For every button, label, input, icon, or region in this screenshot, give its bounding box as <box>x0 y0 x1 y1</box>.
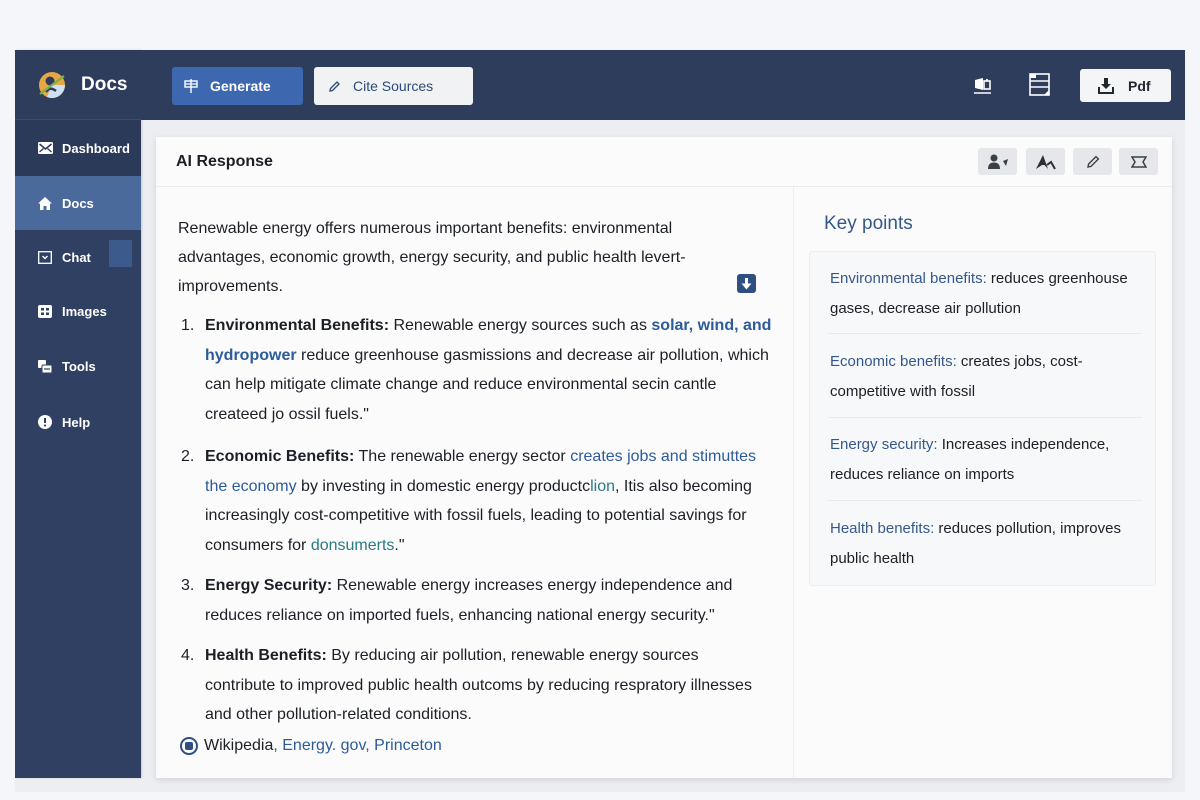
sidebar-item-dashboard[interactable] <box>15 120 141 176</box>
sidebar <box>15 50 141 778</box>
key-points-box <box>809 251 1156 586</box>
divider <box>828 333 1142 334</box>
format-text-button[interactable] <box>1026 148 1065 175</box>
mail-icon <box>37 140 53 156</box>
top-toolbar <box>141 50 1185 120</box>
app-window <box>15 50 1185 792</box>
sidebar-item-chat[interactable] <box>15 230 141 284</box>
sidebar-item-label: Docs <box>62 195 94 211</box>
scroll-down-button[interactable] <box>737 274 756 293</box>
download-icon <box>1098 78 1114 94</box>
sidebar-item-tools[interactable] <box>15 338 141 395</box>
page-title: AI Response <box>176 152 273 170</box>
sidebar-item-label: Help <box>62 414 91 430</box>
edit-icon <box>1086 155 1100 169</box>
response-content <box>156 188 794 778</box>
sidebar-item-label: Dashboard <box>62 140 130 156</box>
cite-sources-label: Cite Sources <box>353 78 434 94</box>
sidebar-item-help[interactable] <box>15 395 141 449</box>
download-pdf-button[interactable] <box>1080 69 1171 102</box>
item-title: Environmental Benefits: <box>205 317 390 334</box>
logo-icon <box>37 70 67 100</box>
item-title: Economic Benefits: <box>205 448 355 465</box>
key-point-item: Energy security: Increases independence, reduces reliance on imports <box>830 436 1110 483</box>
item-title: Health Benefits: <box>205 647 327 664</box>
cite-sources-button[interactable] <box>314 67 473 105</box>
arrow-down-icon <box>741 278 752 290</box>
divider <box>828 500 1142 501</box>
sidebar-item-label: Images <box>62 303 107 319</box>
document-icon[interactable] <box>1027 72 1053 98</box>
inline-link[interactable]: donsumerts <box>310 536 395 554</box>
item-title: Energy Security: <box>205 577 333 594</box>
edit-button[interactable] <box>1073 148 1112 175</box>
presentation-icon[interactable] <box>970 72 996 98</box>
list-item: 4. Health Benefits: By reducing air pollution, renewable energy sources contribute to improved public health outcoms by reducing respratory illnesses and other pollution-related conditions. <box>181 647 752 723</box>
brand-name: Docs <box>81 73 128 95</box>
key-point-item: Health benefits: reduces pollution, improves public health <box>830 520 1121 567</box>
generate-icon <box>184 79 198 93</box>
inline-link[interactable]: creates jobs and stimuttes the economy <box>205 448 757 495</box>
pencil-icon <box>328 80 341 93</box>
list-item: 1. Environmental Benefits: Renewable energy sources such as solar, wind, and hydropower reduce greenhouse gasmissions and decrease air pollution, which can help mitigate climate change and reduce environmental secin cantle createed jo ossil fuels." <box>181 317 772 423</box>
pdf-label: Pdf <box>1128 77 1151 94</box>
source-links[interactable]: , Energy. gov, Princeton <box>273 737 442 754</box>
list-item: 3. Energy Security: Renewable energy increases energy independence and reduces reliance on imported fuels, enhancing national energy security." <box>181 577 733 624</box>
key-point-item: Economic benefits: creates jobs, cost-competitive with fossil <box>830 353 1083 400</box>
inline-link[interactable]: lion <box>590 477 615 495</box>
expand-button[interactable] <box>1119 148 1158 175</box>
help-icon <box>37 414 53 430</box>
divider <box>828 417 1142 418</box>
brand[interactable] <box>15 50 141 120</box>
key-point-item: Environmental benefits: reduces greenhouse gases, decrease air pollution <box>830 270 1128 317</box>
ai-response-card <box>156 137 1172 778</box>
tools-icon <box>37 359 53 375</box>
sidebar-item-label: Chat <box>62 249 91 265</box>
source-icon <box>180 737 198 755</box>
card-header <box>156 137 1172 187</box>
images-icon <box>37 303 53 319</box>
sidebar-item-label: Tools <box>62 359 96 374</box>
list-item: 2. Economic Benefits: The renewable energy sector creates jobs and stimuttes the economy by investing in domestic energy productclion, Itis also becoming increasingly cost-competitive with fossil fuels, leading to potential savings for consumers for donsumerts." <box>181 448 757 554</box>
format-text-icon <box>1035 154 1057 170</box>
response-intro: Renewable energy offers numerous important benefits: environmental advantages, economic growth, energy security, and public health levert- improvements. <box>178 220 686 295</box>
sidebar-item-images[interactable] <box>15 284 141 338</box>
user-share-icon <box>987 154 1009 170</box>
sources-row <box>180 737 442 755</box>
sidebar-item-docs[interactable] <box>15 176 141 230</box>
chat-indicator <box>109 240 132 267</box>
generate-label: Generate <box>210 78 271 94</box>
expand-icon <box>1131 156 1147 168</box>
user-share-button[interactable] <box>978 148 1017 175</box>
key-points-title: Key points <box>824 213 913 234</box>
home-icon <box>37 195 53 211</box>
chat-icon <box>37 249 53 265</box>
generate-button[interactable] <box>172 67 303 105</box>
inline-link[interactable]: solar, wind, and hydropower <box>205 317 772 364</box>
source-link-wikipedia[interactable]: Wikipedia <box>204 737 274 754</box>
